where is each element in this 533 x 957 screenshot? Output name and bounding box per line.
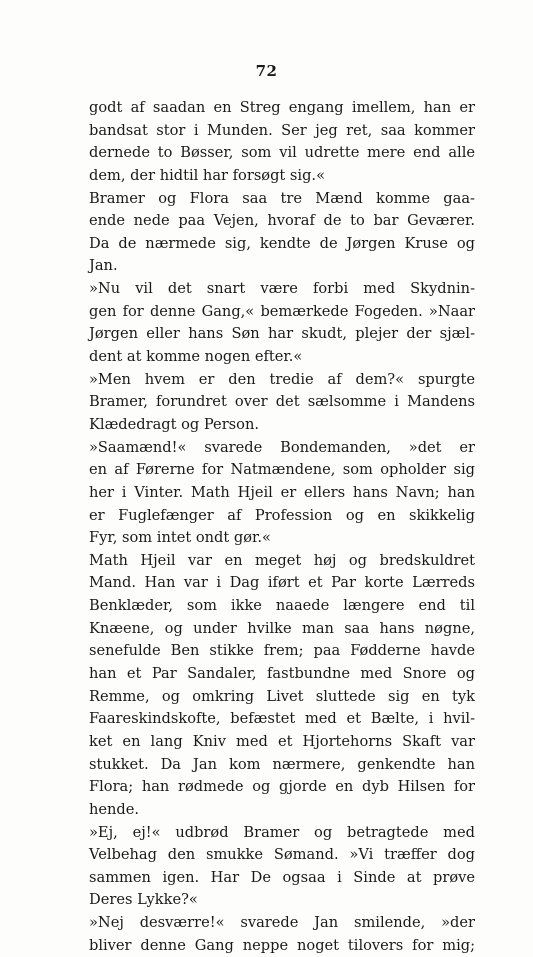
text-line: Da de nærmede sig, kendte de Jørgen Kruse og — [89, 234, 475, 252]
text-line: dernede to Bøsser, som vil udrette mere end alle — [89, 144, 475, 162]
text-line: bliver denne Gang neppe noget tilovers for mig; — [89, 936, 475, 954]
text-line: dent at komme nogen efter.« — [89, 348, 303, 366]
text-line: en af Førerne for Natmændene, som opholder sig — [89, 461, 475, 479]
page-number: 72 — [255, 62, 278, 80]
text-line: Velbehag den smukke Sømand. »Vi træffer dog — [89, 846, 475, 864]
text-line: sammen igen. Har De ogsaa i Sinde at prøve — [89, 868, 475, 886]
text-line: Jan. — [89, 257, 118, 275]
text-line: Fyr, som intet ondt gør.« — [89, 529, 271, 547]
text-line: Remme, og omkring Livet sluttede sig en tyk — [89, 687, 475, 705]
text-line: Knæene, og under hvilke man saa hans nøgne, — [89, 619, 475, 637]
text-line: stukket. Da Jan kom nærmere, genkendte han — [89, 755, 475, 773]
text-line: »Saamænd!« svarede Bondemanden, »det er — [89, 438, 475, 456]
text-line: »Men hvem er den tredie af dem?« spurgte — [89, 370, 475, 388]
text-line: ende nede paa Vejen, hvoraf de to bar Geværer. — [89, 212, 475, 230]
text-line: »Nu vil det snart være forbi med Skydnin- — [89, 280, 475, 298]
text-line: senefulde Ben stikke frem; paa Fødderne havde — [89, 642, 475, 660]
text-line: godt af saadan en Streg engang imellem, han er — [89, 99, 475, 116]
text-line: hende. — [89, 800, 140, 818]
text-line: »Ej, ej!« udbrød Bramer og betragtede med — [89, 823, 475, 841]
text-line: han et Par Sandaler, fastbundne med Snore og — [89, 665, 475, 683]
text-line: Bramer og Flora saa tre Mænd komme gaa- — [89, 189, 475, 207]
text-line: Mand. Han var i Dag iført et Par korte Lærreds — [89, 574, 475, 592]
text-line: her i Vinter. Math Hjeil er ellers hans Navn; han — [89, 483, 475, 501]
page-body-text — [89, 97, 475, 957]
text-line: Bramer, forundret over det sælsomme i Mandens — [89, 393, 475, 411]
text-line: bandsat stor i Munden. Ser jeg ret, saa kommer — [89, 121, 475, 139]
text-line: er Fuglefænger af Profession og en skikkelig — [89, 506, 475, 524]
text-line: Klædedragt og Person. — [89, 415, 259, 433]
text-line: ket en lang Kniv med et Hjortehorns Skaft var — [89, 732, 475, 750]
text-line: gen for denne Gang,« bemærkede Fogeden. »Naar — [89, 302, 475, 320]
text-line: Faareskindskofte, befæstet med et Bælte, i hvil- — [89, 710, 475, 728]
text-line: Benklæder, som ikke naaede længere end til — [89, 597, 475, 615]
text-line: »Nej desværre!« svarede Jan smilende, »der — [89, 914, 475, 932]
text-line: Deres Lykke?« — [89, 891, 198, 909]
text-line: Flora; han rødmede og gjorde en dyb Hilsen for — [89, 778, 475, 796]
text-line: Jørgen eller hans Søn har skudt, plejer der sjæl- — [89, 325, 475, 343]
text-line: Math Hjeil var en meget høj og bredskuldret — [89, 551, 475, 569]
text-line: dem, der hidtil har forsøgt sig.« — [89, 166, 326, 184]
